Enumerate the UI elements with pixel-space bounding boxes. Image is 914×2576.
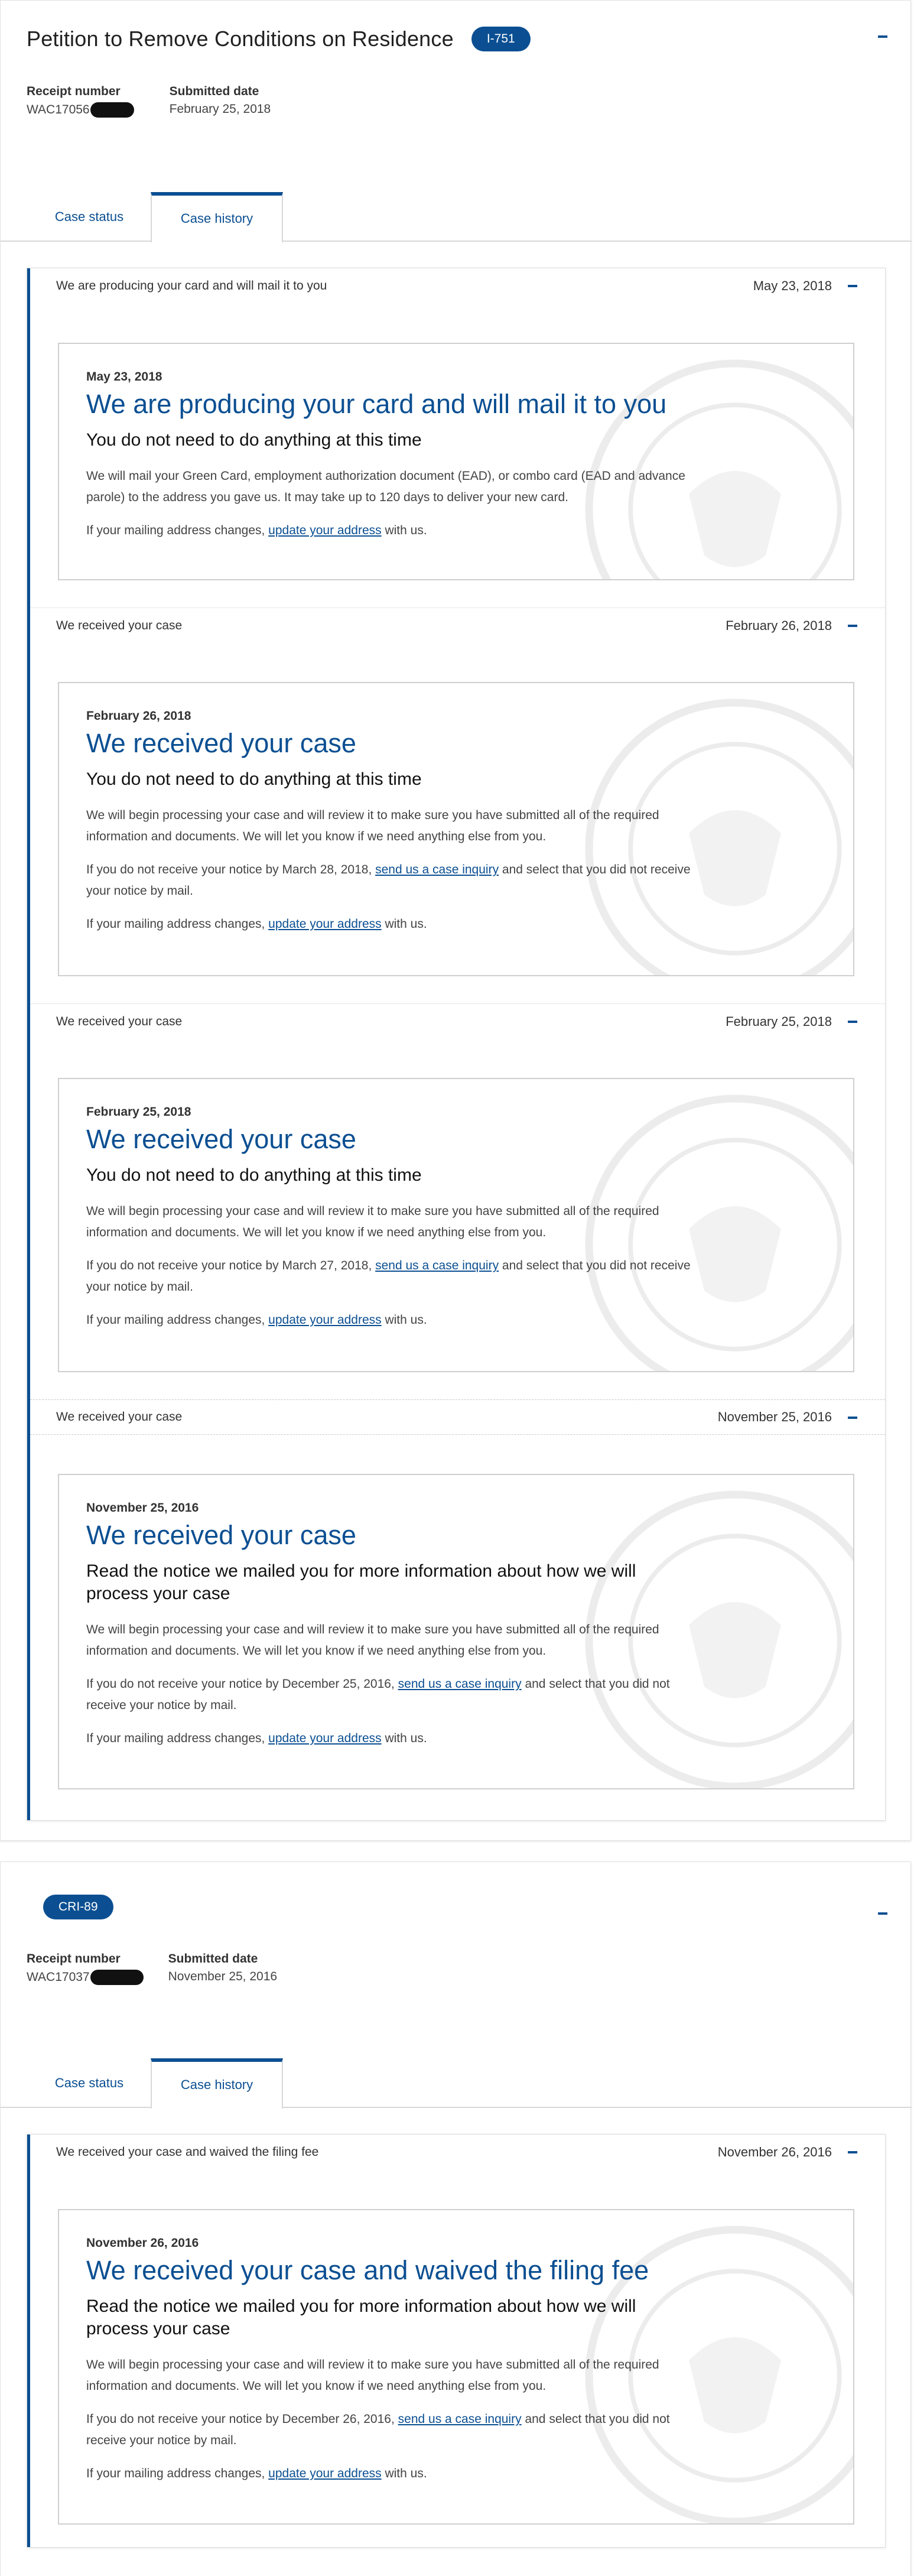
case-tabs [1, 2058, 912, 2108]
detail-heading: We are producing your card and will mail it to you [86, 389, 667, 419]
submitted-date [170, 85, 271, 118]
history-detail [58, 682, 854, 976]
collapse-minus-icon[interactable] [844, 277, 861, 295]
case-inquiry-link[interactable]: send us a case inquiry [375, 1259, 499, 1272]
tab-case-status[interactable]: Case status [54, 2075, 124, 2090]
detail-paragraph: We will begin processing your case and will review it to make sure you have submitted all of the required information and documents. We will let you know if we need anything else from you. [86, 808, 659, 843]
detail-subheading: You do not need to do anything at this time [86, 769, 422, 789]
submitted-value: February 25, 2018 [169, 102, 271, 116]
case-inquiry-link[interactable]: send us a case inquiry [375, 863, 499, 876]
address-paragraph: If your mailing address changes, update your address with us. [86, 524, 427, 537]
collapse-minus-icon[interactable] [844, 2143, 861, 2161]
tab-case-status[interactable]: Case status [54, 209, 124, 224]
case-meta [27, 1952, 277, 1985]
tab-case-history[interactable]: Case history [151, 2058, 283, 2109]
case-tabs [1, 192, 912, 242]
submitted-date [168, 1952, 277, 1985]
case-history-panel [27, 268, 886, 1821]
collapse-case-minus-icon[interactable] [874, 1905, 892, 1922]
history-row-title: We received your case [56, 618, 183, 632]
history-row[interactable] [30, 1399, 885, 1435]
collapse-case-minus-icon[interactable] [874, 28, 892, 46]
detail-date: May 23, 2018 [86, 370, 162, 384]
case-header [43, 1895, 113, 1919]
notice-paragraph: If you do not receive your notice by March 27, 2018, send us a case inquiry and select that you did not receive your notice by mail. [86, 1259, 691, 1294]
receipt-label: Receipt number [27, 85, 121, 98]
collapse-minus-icon[interactable] [844, 617, 861, 635]
detail-paragraph: We will mail your Green Card, employment authorization document (EAD), or combo card (EAD and advance parole) to the address you gave us. It may take up to 120 days to deliver your new card. [86, 469, 685, 504]
case-card-cri89 [0, 1862, 911, 2576]
detail-paragraph: We will begin processing your case and will review it to make sure you have submitted all of the required information and documents. We will let you know if we need anything else from you. [86, 1204, 659, 1239]
collapse-minus-icon[interactable] [844, 1409, 861, 1427]
history-row-title: We received your case [56, 1410, 183, 1424]
update-address-link[interactable]: update your address [268, 2467, 382, 2480]
notice-paragraph: If you do not receive your notice by March 28, 2018, send us a case inquiry and select that you did not receive your notice by mail. [86, 863, 691, 898]
detail-paragraph: We will begin processing your case and will review it to make sure you have submitted all of the required information and documents. We will let you know if we need anything else from you. [86, 2358, 659, 2393]
redaction-mark [90, 102, 134, 118]
case-meta [27, 85, 271, 118]
case-title: Petition to Remove Conditions on Residence [27, 27, 454, 51]
receipt-label: Receipt number [27, 1952, 121, 1966]
notice-paragraph: If you do not receive your notice by December 26, 2016, send us a case inquiry and select that you did not receive your notice by mail. [86, 2412, 670, 2447]
address-paragraph: If your mailing address changes, update your address with us. [86, 917, 427, 931]
update-address-link[interactable]: update your address [268, 917, 382, 931]
history-detail [58, 1078, 854, 1372]
detail-date: November 25, 2016 [86, 1501, 199, 1515]
notice-paragraph: If you do not receive your notice by December 25, 2016, send us a case inquiry and select that you did not receive your notice by mail. [86, 1677, 670, 1712]
detail-heading: We received your case [86, 728, 356, 758]
detail-heading: We received your case and waived the filing fee [86, 2255, 649, 2285]
redaction-mark [90, 1970, 144, 1985]
receipt-number [27, 1952, 144, 1985]
detail-subheading: You do not need to do anything at this time [86, 430, 422, 450]
history-row[interactable] [30, 2135, 885, 2170]
receipt-value: WAC17037 [27, 1970, 90, 1984]
detail-paragraph: We will begin processing your case and will review it to make sure you have submitted all of the required information and documents. We will let you know if we need anything else from you. [86, 1623, 659, 1658]
form-badge: CRI-89 [43, 1895, 113, 1919]
collapse-minus-icon[interactable] [844, 1013, 861, 1031]
history-row[interactable] [30, 608, 885, 643]
history-row-title: We received your case [56, 1014, 183, 1028]
history-row-date: February 25, 2018 [726, 1013, 832, 1029]
update-address-link[interactable]: update your address [268, 524, 382, 537]
history-row[interactable] [30, 1003, 885, 1039]
receipt-number [27, 85, 134, 118]
case-header [27, 27, 531, 51]
update-address-link[interactable]: update your address [268, 1313, 382, 1327]
detail-subheading: Read the notice we mailed you for more information about how we will process your case [86, 2296, 636, 2338]
history-row-date: May 23, 2018 [753, 278, 832, 293]
detail-heading: We received your case [86, 1520, 356, 1550]
submitted-label: Submitted date [169, 85, 259, 98]
detail-date: February 26, 2018 [86, 709, 191, 723]
detail-subheading: Read the notice we mailed you for more information about how we will process your case [86, 1561, 636, 1603]
receipt-value: WAC17056 [27, 103, 90, 116]
update-address-link[interactable]: update your address [268, 1732, 382, 1745]
case-history-panel [27, 2134, 886, 2548]
submitted-label: Submitted date [168, 1952, 258, 1966]
form-badge: I-751 [471, 27, 531, 51]
tab-case-history[interactable]: Case history [151, 192, 283, 243]
detail-subheading: You do not need to do anything at this time [86, 1165, 422, 1185]
address-paragraph: If your mailing address changes, update your address with us. [86, 2467, 427, 2480]
case-inquiry-link[interactable]: send us a case inquiry [398, 2412, 522, 2426]
address-paragraph: If your mailing address changes, update your address with us. [86, 1732, 427, 1745]
detail-date: November 26, 2016 [86, 2236, 199, 2250]
submitted-value: November 25, 2016 [168, 1970, 278, 1983]
case-inquiry-link[interactable]: send us a case inquiry [398, 1677, 522, 1691]
history-row-date: February 26, 2018 [726, 618, 832, 633]
history-row-title: We received your case and waived the filing fee [56, 2145, 319, 2159]
detail-heading: We received your case [86, 1124, 356, 1154]
history-detail [58, 343, 854, 580]
history-detail [58, 1474, 854, 1789]
address-paragraph: If your mailing address changes, update your address with us. [86, 1313, 427, 1327]
history-row-date: November 25, 2016 [717, 1409, 832, 1424]
history-row[interactable] [30, 268, 885, 304]
history-detail [58, 2209, 854, 2525]
history-row-date: November 26, 2016 [717, 2145, 832, 2159]
detail-date: February 25, 2018 [86, 1105, 191, 1119]
history-row-title: We are producing your card and will mail it to you [56, 279, 327, 293]
